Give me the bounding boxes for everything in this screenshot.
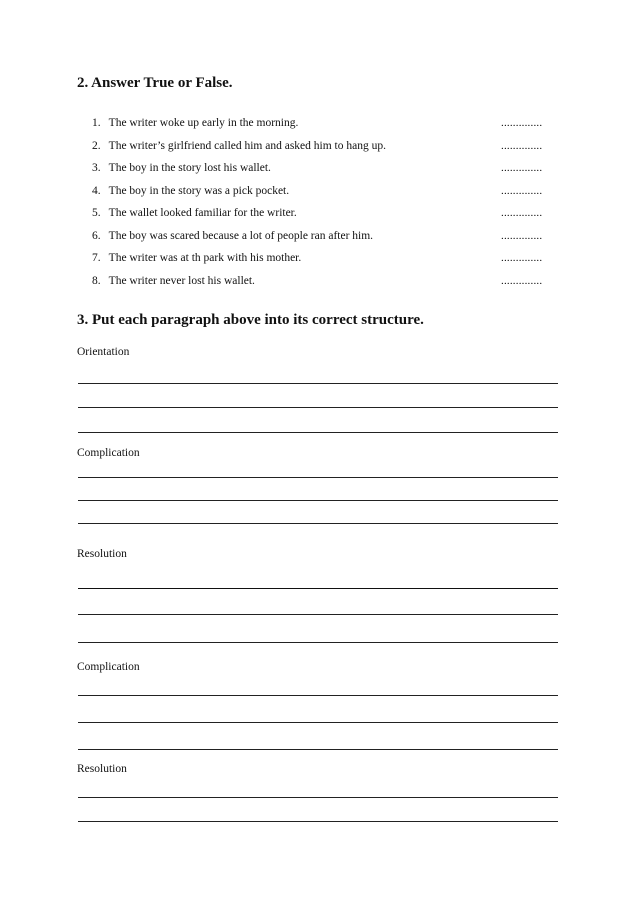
writing-line[interactable]	[78, 614, 558, 615]
item-number: 3.	[92, 162, 101, 174]
answer-blank[interactable]: ..............	[501, 207, 543, 219]
writing-line[interactable]	[78, 523, 558, 524]
true-false-item	[92, 112, 552, 135]
item-statement: The writer’s girlfriend called him and asked him to hang up.	[108, 139, 386, 152]
item-statement: The writer woke up early in the morning.	[108, 117, 299, 129]
item-number: 2.	[92, 139, 101, 152]
answer-blank[interactable]: ..............	[501, 139, 543, 152]
complication-label: Complication	[77, 661, 140, 673]
answer-blank[interactable]: ..............	[501, 184, 543, 197]
answer-blank[interactable]: ..............	[501, 162, 543, 174]
true-false-item	[92, 225, 552, 248]
writing-line[interactable]	[78, 749, 558, 750]
answer-blank[interactable]: ..............	[501, 274, 543, 287]
writing-line[interactable]	[78, 722, 558, 723]
writing-line[interactable]	[78, 477, 558, 478]
writing-line[interactable]	[78, 695, 558, 696]
resolution-label: Resolution	[77, 763, 127, 775]
true-false-list	[92, 112, 552, 292]
item-statement: The writer never lost his wallet.	[108, 274, 255, 287]
true-false-item	[92, 202, 552, 225]
answer-blank[interactable]: ..............	[501, 252, 543, 264]
true-false-item	[92, 247, 552, 270]
writing-line[interactable]	[78, 797, 558, 798]
writing-line[interactable]	[78, 383, 558, 384]
section-2-heading: 2. Answer True or False.	[77, 75, 233, 91]
writing-line[interactable]	[78, 407, 558, 408]
true-false-item	[92, 157, 552, 180]
true-false-item	[92, 270, 552, 293]
writing-line[interactable]	[78, 500, 558, 501]
true-false-item	[92, 135, 552, 158]
orientation-label: Orientation	[77, 346, 130, 358]
item-statement: The boy was scared because a lot of people ran after him.	[108, 229, 374, 242]
item-number: 7.	[92, 252, 101, 264]
resolution-label: Resolution	[77, 548, 127, 560]
complication-label: Complication	[77, 447, 140, 459]
answer-blank[interactable]: ..............	[501, 229, 543, 242]
writing-line[interactable]	[78, 432, 558, 433]
true-false-item	[92, 180, 552, 203]
item-number: 1.	[92, 117, 101, 129]
item-statement: The wallet looked familiar for the writer.	[108, 207, 297, 219]
item-number: 4.	[92, 184, 101, 197]
writing-line[interactable]	[78, 642, 558, 643]
item-number: 8.	[92, 274, 101, 287]
section-3-heading: 3. Put each paragraph above into its correct structure.	[77, 312, 424, 328]
item-statement: The writer was at th park with his mother.	[108, 252, 302, 264]
item-number: 5.	[92, 207, 101, 219]
answer-blank[interactable]: ..............	[501, 117, 543, 129]
item-statement: The boy in the story lost his wallet.	[108, 162, 271, 174]
writing-line[interactable]	[78, 821, 558, 822]
writing-line[interactable]	[78, 588, 558, 589]
item-number: 6.	[92, 229, 101, 242]
item-statement: The boy in the story was a pick pocket.	[108, 184, 290, 197]
